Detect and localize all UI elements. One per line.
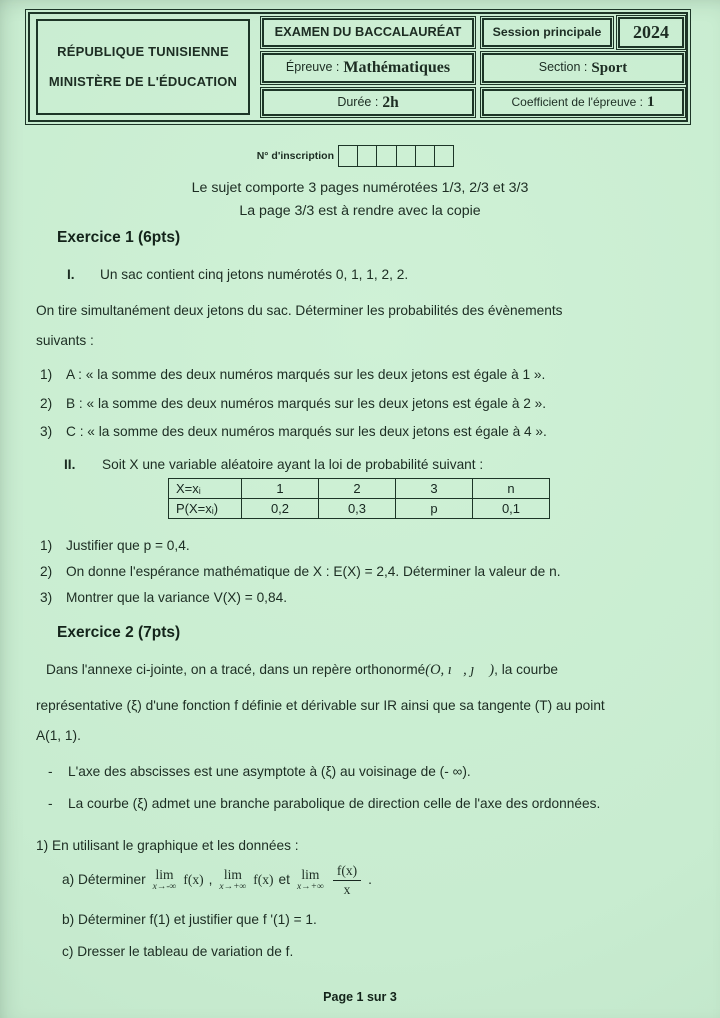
section-label: Section : <box>538 60 588 75</box>
part2-text: Soit X une variable aléatoire ayant la loi de probabilité suivant : <box>102 457 484 472</box>
table-row <box>169 479 550 499</box>
coefficient-box <box>482 89 684 116</box>
exercise2-intro-3: A(1, 1). <box>36 728 81 743</box>
duree-box <box>262 89 474 116</box>
bullet-1-dash: - <box>48 764 53 779</box>
question-3-text: Montrer que la variance V(X) = 0,84. <box>66 590 288 605</box>
duree-label: Durée : <box>337 94 379 109</box>
bullet-2-dash: - <box>48 796 53 811</box>
exercise1-paragraph-1: On tire simultanément deux jetons du sac. Déterminer les probabilités des évènements <box>36 303 563 318</box>
table-cell: 0,3 <box>319 499 396 519</box>
table-cell: 3 <box>396 479 473 499</box>
session-box: Session principale <box>482 18 612 47</box>
separator-comma: , <box>208 872 213 888</box>
question-line-1 <box>40 537 190 554</box>
probability-table <box>168 478 550 519</box>
separator-et: et <box>278 872 290 888</box>
limit-1-arg: f(x) <box>183 871 204 887</box>
table-cell: X=xᵢ <box>169 479 242 499</box>
exercise1-part2 <box>64 456 483 473</box>
event-1-text: A : « la somme des deux numéros marqués sur les deux jetons est égale à 1 ». <box>66 367 546 382</box>
part2-numeral: II. <box>64 457 76 472</box>
inscription-label: N° d'inscription <box>256 150 334 162</box>
question-line-2 <box>40 563 561 580</box>
duree-value: 2h <box>382 93 399 111</box>
epreuve-value: Mathématiques <box>343 59 451 77</box>
inscription-cell <box>435 146 453 166</box>
event-line-2 <box>40 395 546 412</box>
question-1-number: 1) <box>40 538 53 553</box>
inscription-cell <box>416 146 435 166</box>
republic-line: RÉPUBLIQUE TUNISIENNE <box>57 44 229 60</box>
event-2-number: 2) <box>40 396 53 411</box>
section-value: Sport <box>591 59 628 76</box>
exercise2-title: Exercice 2 (7pts) <box>57 624 181 641</box>
table-row <box>169 499 550 519</box>
exam-title-box: EXAMEN DU BACCALAURÉAT <box>262 18 474 47</box>
question-a-prefix: a) Déterminer <box>62 872 146 888</box>
bullet-2-text: La courbe (ξ) admet une branche parabolique de direction celle de l'axe des ordonnées. <box>68 796 601 811</box>
part1-numeral: I. <box>67 267 75 282</box>
bullet-line-2 <box>48 795 600 812</box>
epreuve-box <box>262 53 474 83</box>
table-cell: 2 <box>319 479 396 499</box>
table-cell: P(X=xᵢ) <box>169 499 242 519</box>
event-1-number: 1) <box>40 367 53 382</box>
ministry-line: MINISTÈRE DE L'ÉDUCATION <box>48 73 238 89</box>
part1-text: Un sac contient cinq jetons numérotés 0, 1, 1, 2, 2. <box>100 267 409 282</box>
question-2-text: On donne l'espérance mathématique de X : E(X) = 2,4. Déterminer la valeur de n. <box>66 564 561 579</box>
bullet-1-text: L'axe des abscisses est une asymptote à (ξ) au voisinage de (- ∞). <box>68 764 471 779</box>
period: . <box>368 872 372 888</box>
authority-box <box>36 19 250 115</box>
question-2-number: 2) <box>40 564 53 579</box>
exercise2-intro-2: représentative (ξ) d'une fonction f définie et dérivable sur IR ainsi que sa tangente (T) au point <box>36 698 605 713</box>
table-cell: 0,2 <box>242 499 319 519</box>
event-3-number: 3) <box>40 424 53 439</box>
inscription-cells <box>338 145 454 167</box>
notice-line-2: La page 3/3 est à rendre avec la copie <box>239 203 481 219</box>
page-footer: Page 1 sur 3 <box>323 990 397 1004</box>
limit-3: lim x→+∞ <box>296 866 324 892</box>
exercise1-part1 <box>67 266 408 283</box>
intro-text-before: Dans l'annexe ci-jointe, on a tracé, dans un repère orthonormé <box>46 662 426 677</box>
coefficient-value: 1 <box>646 94 655 111</box>
exercise1-paragraph-2: suivants : <box>36 333 94 348</box>
limit-2: lim x→+∞ <box>219 866 247 892</box>
question-line-3 <box>40 589 287 606</box>
coefficient-label: Coefficient de l'épreuve : <box>511 94 643 109</box>
limit-1: lim x→-∞ <box>152 866 177 892</box>
exercise2-question-1: 1) En utilisant le graphique et les données : <box>36 838 299 853</box>
intro-text-after: , la courbe <box>494 662 559 677</box>
notice-line-1: Le sujet comporte 3 pages numérotées 1/3, 2/3 et 3/3 <box>191 180 529 196</box>
event-3-text: C : « la somme des deux numéros marqués sur les deux jetons est égale à 4 ». <box>66 424 547 439</box>
question-3-number: 3) <box>40 590 53 605</box>
event-2-text: B : « la somme des deux numéros marqués sur les deux jetons est égale à 2 ». <box>66 396 547 411</box>
frame-notation: (O, ı⃗, ȷ⃗ ) <box>425 662 495 678</box>
header-table <box>28 12 688 122</box>
question-a-line <box>62 861 372 899</box>
fraction-fx-over-x: $\frac{f(x)}{x}$ <box>333 863 361 897</box>
exercise2-intro-1 <box>46 661 558 679</box>
limit-2-arg: f(x) <box>253 871 274 887</box>
section-box <box>482 53 684 83</box>
event-line-1 <box>40 366 545 383</box>
event-line-3 <box>40 423 547 440</box>
inscription-cell <box>339 146 358 166</box>
inscription-cell <box>397 146 416 166</box>
question-b-line: b) Déterminer f(1) et justifier que f '(1) = 1. <box>62 912 317 927</box>
epreuve-label: Épreuve : <box>285 60 340 75</box>
table-cell: 1 <box>242 479 319 499</box>
bullet-line-1 <box>48 763 471 780</box>
table-cell: 0,1 <box>473 499 550 519</box>
exercise1-title: Exercice 1 (6pts) <box>57 229 181 246</box>
inscription-cell <box>358 146 377 166</box>
year-box: 2024 <box>618 17 684 48</box>
table-cell: n <box>473 479 550 499</box>
question-c-line: c) Dresser le tableau de variation de f. <box>62 944 294 959</box>
inscription-cell <box>377 146 396 166</box>
table-cell: p <box>396 499 473 519</box>
question-1-text: Justifier que p = 0,4. <box>66 538 190 553</box>
